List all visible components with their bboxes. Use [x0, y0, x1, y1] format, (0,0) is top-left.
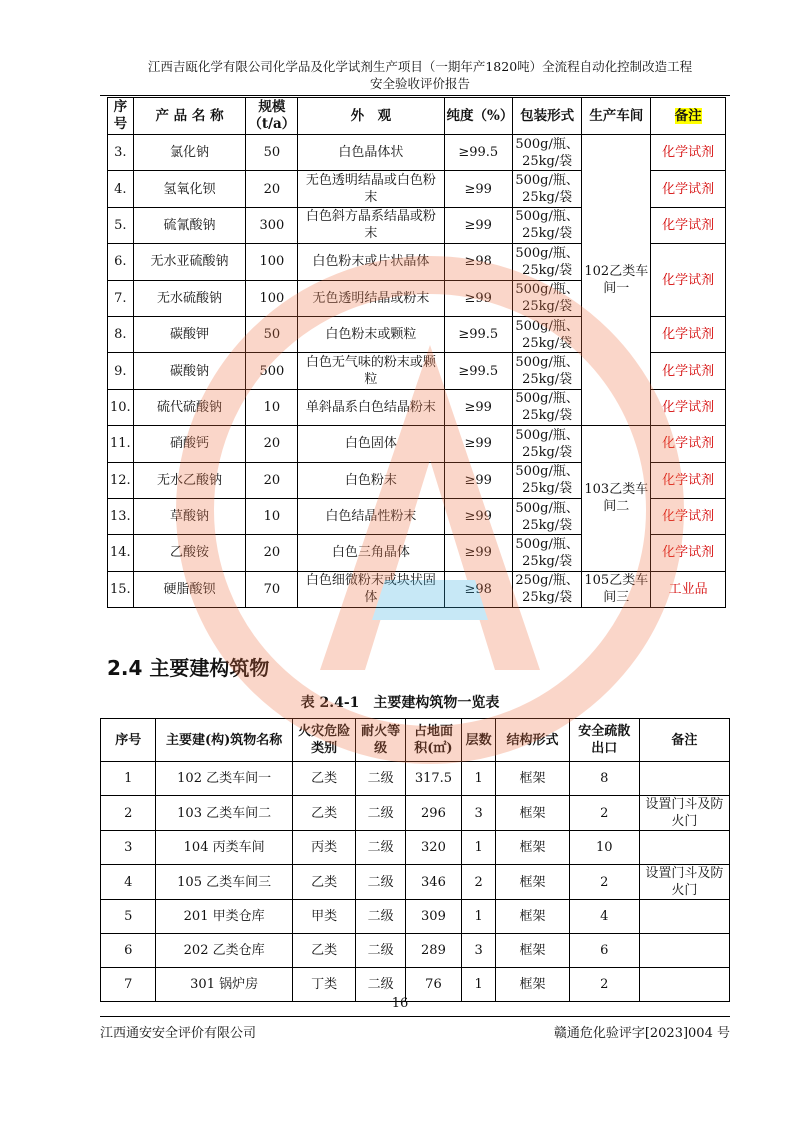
cell-area: 317.5 [405, 762, 461, 796]
cell-appearance: 白色固体 [298, 426, 444, 462]
table-row [101, 831, 730, 865]
cell-packaging: 500g/瓶、25kg/袋 [512, 426, 581, 462]
page-number: 16 [391, 996, 409, 1011]
cell-remark [639, 762, 729, 796]
cell-exits: 2 [569, 968, 639, 1002]
cell-scale: 500 [246, 353, 298, 389]
cell-floors: 2 [462, 865, 496, 900]
cell-structure: 框架 [496, 762, 570, 796]
cell-remark: 化学试剂 [651, 426, 726, 462]
col-header-no: 序号 [108, 98, 134, 135]
table-row [101, 762, 730, 796]
cell-purity: ≥99 [444, 462, 512, 498]
col-header-name: 产 品 名 称 [133, 98, 246, 135]
cell-no: 9. [108, 353, 134, 389]
cell-no: 13. [108, 498, 134, 534]
cell-no: 4 [101, 865, 156, 900]
cell-scale: 100 [246, 244, 298, 280]
cell-purity: ≥99 [444, 389, 512, 425]
cell-structure: 框架 [496, 968, 570, 1002]
cell-no: 1 [101, 762, 156, 796]
cell-scale: 300 [246, 207, 298, 243]
cell-appearance: 白色粉末或片状晶体 [298, 244, 444, 280]
table-row [101, 900, 730, 934]
table-row [101, 934, 730, 968]
cell-appearance: 白色粉末 [298, 462, 444, 498]
col-header-fire-resist: 耐火等级 [356, 719, 405, 762]
cell-no: 6. [108, 244, 134, 280]
cell-fire-resist: 二级 [356, 934, 405, 968]
cell-structure: 框架 [496, 865, 570, 900]
cell-name: 硫氰酸钠 [133, 207, 246, 243]
cell-remark: 化学试剂 [651, 135, 726, 171]
cell-remark: 设置门斗及防火门 [639, 796, 729, 831]
col-header-floors: 层数 [462, 719, 496, 762]
cell-purity: ≥98 [444, 244, 512, 280]
cell-remark: 化学试剂 [651, 244, 726, 317]
col-header-appearance: 外 观 [298, 98, 444, 135]
cell-scale: 20 [246, 171, 298, 207]
cell-purity: ≥98 [444, 571, 512, 607]
section-title: 2.4 主要建构筑物 [107, 656, 270, 680]
cell-name: 无水硫酸钠 [133, 280, 246, 316]
cell-purity: ≥99 [444, 207, 512, 243]
cell-remark: 工业品 [651, 571, 726, 607]
cell-area: 289 [405, 934, 461, 968]
cell-packaging: 500g/瓶、25kg/袋 [512, 135, 581, 171]
cell-purity: ≥99.5 [444, 135, 512, 171]
table-row [108, 426, 726, 462]
cell-fire-hazard: 乙类 [292, 934, 356, 968]
cell-appearance: 单斜晶系白色结晶粉末 [298, 389, 444, 425]
buildings-table-header [101, 719, 730, 762]
col-header-name: 主要建(构)筑物名称 [156, 719, 292, 762]
cell-remark: 化学试剂 [651, 389, 726, 425]
cell-packaging: 500g/瓶、25kg/袋 [512, 207, 581, 243]
cell-purity: ≥99.5 [444, 353, 512, 389]
cell-area: 76 [405, 968, 461, 1002]
cell-workshop: 103乙类车间二 [582, 426, 651, 572]
cell-packaging: 500g/瓶、25kg/袋 [512, 389, 581, 425]
col-header-packaging: 包装形式 [512, 98, 581, 135]
cell-workshop: 102乙类车间一 [582, 135, 651, 426]
cell-purity: ≥99.5 [444, 316, 512, 352]
cell-no: 4. [108, 171, 134, 207]
cell-no: 2 [101, 796, 156, 831]
cell-packaging: 500g/瓶、25kg/袋 [512, 244, 581, 280]
cell-floors: 3 [462, 796, 496, 831]
cell-fire-resist: 二级 [356, 796, 405, 831]
cell-no: 8. [108, 316, 134, 352]
cell-packaging: 250g/瓶、25kg/袋 [512, 571, 581, 607]
cell-structure: 框架 [496, 796, 570, 831]
cell-appearance: 白色无气味的粉末或颗粒 [298, 353, 444, 389]
cell-fire-hazard: 乙类 [292, 796, 356, 831]
cell-remark [639, 831, 729, 865]
cell-scale: 20 [246, 462, 298, 498]
cell-floors: 1 [462, 831, 496, 865]
table-caption: 表 2.4-1 主要建构筑物一览表 [300, 695, 500, 711]
header-title-line2: 安全验收评价报告 [369, 76, 470, 91]
col-header-area: 占地面积(㎡) [405, 719, 461, 762]
cell-purity: ≥99 [444, 280, 512, 316]
cell-name: 301 锅炉房 [156, 968, 292, 1002]
cell-floors: 1 [462, 762, 496, 796]
cell-fire-resist: 二级 [356, 762, 405, 796]
cell-no: 5 [101, 900, 156, 934]
cell-scale: 100 [246, 280, 298, 316]
products-table-header [108, 98, 726, 135]
cell-name: 硬脂酸钡 [133, 571, 246, 607]
cell-purity: ≥99 [444, 171, 512, 207]
cell-no: 11. [108, 426, 134, 462]
cell-remark: 化学试剂 [651, 207, 726, 243]
cell-no: 14. [108, 535, 134, 571]
cell-fire-resist: 二级 [356, 900, 405, 934]
cell-scale: 10 [246, 389, 298, 425]
cell-structure: 框架 [496, 900, 570, 934]
cell-appearance: 无色透明结晶或白色粉末 [298, 171, 444, 207]
cell-appearance: 白色细微粉末或块状固体 [298, 571, 444, 607]
cell-name: 无水乙酸钠 [133, 462, 246, 498]
cell-fire-hazard: 乙类 [292, 865, 356, 900]
cell-packaging: 500g/瓶、25kg/袋 [512, 171, 581, 207]
cell-exits: 2 [569, 796, 639, 831]
cell-name: 碳酸钾 [133, 316, 246, 352]
cell-name: 碳酸钠 [133, 353, 246, 389]
cell-name: 201 甲类仓库 [156, 900, 292, 934]
cell-fire-hazard: 甲类 [292, 900, 356, 934]
cell-name: 草酸钠 [133, 498, 246, 534]
cell-no: 7. [108, 280, 134, 316]
products-table [107, 97, 726, 608]
cell-exits: 10 [569, 831, 639, 865]
cell-appearance: 白色晶体状 [298, 135, 444, 171]
cell-no: 3 [101, 831, 156, 865]
table-row [108, 571, 726, 607]
cell-area: 296 [405, 796, 461, 831]
cell-no: 5. [108, 207, 134, 243]
cell-name: 102 乙类车间一 [156, 762, 292, 796]
cell-appearance: 无色透明结晶或粉末 [298, 280, 444, 316]
footer-doc-number: 赣通危化验评字[2023]004 号 [553, 1026, 730, 1041]
cell-fire-resist: 二级 [356, 831, 405, 865]
cell-no: 3. [108, 135, 134, 171]
cell-structure: 框架 [496, 934, 570, 968]
cell-scale: 50 [246, 135, 298, 171]
cell-packaging: 500g/瓶、25kg/袋 [512, 535, 581, 571]
cell-fire-hazard: 丁类 [292, 968, 356, 1002]
cell-fire-hazard: 乙类 [292, 762, 356, 796]
buildings-table [100, 718, 730, 1002]
cell-fire-resist: 二级 [356, 968, 405, 1002]
cell-floors: 1 [462, 900, 496, 934]
cell-workshop: 105乙类车间三 [582, 571, 651, 607]
table-row [108, 135, 726, 171]
cell-appearance: 白色斜方晶系结晶或粉末 [298, 207, 444, 243]
cell-name: 202 乙类仓库 [156, 934, 292, 968]
cell-name: 104 丙类车间 [156, 831, 292, 865]
cell-no: 10. [108, 389, 134, 425]
cell-exits: 6 [569, 934, 639, 968]
cell-remark [639, 900, 729, 934]
col-header-no: 序号 [101, 719, 156, 762]
col-header-scale: 规模（t/a） [246, 98, 298, 135]
cell-name: 乙酸铵 [133, 535, 246, 571]
cell-name: 氯化钠 [133, 135, 246, 171]
cell-no: 6 [101, 934, 156, 968]
col-header-remark [651, 98, 726, 135]
cell-exits: 8 [569, 762, 639, 796]
table-row [101, 865, 730, 900]
cell-packaging: 500g/瓶、25kg/袋 [512, 316, 581, 352]
page-header [100, 58, 740, 92]
cell-appearance: 白色结晶性粉末 [298, 498, 444, 534]
cell-scale: 10 [246, 498, 298, 534]
cell-packaging: 500g/瓶、25kg/袋 [512, 353, 581, 389]
cell-remark: 化学试剂 [651, 462, 726, 498]
cell-remark: 化学试剂 [651, 535, 726, 571]
cell-packaging: 500g/瓶、25kg/袋 [512, 462, 581, 498]
cell-area: 346 [405, 865, 461, 900]
cell-purity: ≥99 [444, 535, 512, 571]
table-row [101, 796, 730, 831]
cell-remark: 化学试剂 [651, 353, 726, 389]
cell-no: 7 [101, 968, 156, 1002]
cell-packaging: 500g/瓶、25kg/袋 [512, 498, 581, 534]
remark-highlight: 备注 [674, 107, 702, 124]
cell-packaging: 500g/瓶、25kg/袋 [512, 280, 581, 316]
products-table-body [108, 135, 726, 608]
cell-remark: 化学试剂 [651, 316, 726, 352]
cell-fire-hazard: 丙类 [292, 831, 356, 865]
buildings-table-body [101, 762, 730, 1002]
cell-floors: 3 [462, 934, 496, 968]
col-header-workshop: 生产车间 [582, 98, 651, 135]
cell-area: 309 [405, 900, 461, 934]
cell-no: 12. [108, 462, 134, 498]
cell-remark: 化学试剂 [651, 171, 726, 207]
cell-name: 103 乙类车间二 [156, 796, 292, 831]
col-header-purity: 纯度（%） [444, 98, 512, 135]
cell-name: 无水亚硫酸钠 [133, 244, 246, 280]
cell-floors: 1 [462, 968, 496, 1002]
cell-name: 氢氧化钡 [133, 171, 246, 207]
cell-scale: 20 [246, 426, 298, 462]
cell-exits: 4 [569, 900, 639, 934]
cell-remark: 设置门斗及防火门 [639, 865, 729, 900]
cell-purity: ≥99 [444, 498, 512, 534]
col-header-remark: 备注 [639, 719, 729, 762]
cell-remark: 化学试剂 [651, 498, 726, 534]
cell-appearance: 白色粉末或颗粒 [298, 316, 444, 352]
cell-structure: 框架 [496, 831, 570, 865]
col-header-fire-hazard: 火灾危险类别 [292, 719, 356, 762]
cell-scale: 70 [246, 571, 298, 607]
cell-scale: 20 [246, 535, 298, 571]
col-header-structure: 结构形式 [496, 719, 570, 762]
header-divider [100, 95, 730, 96]
cell-exits: 2 [569, 865, 639, 900]
header-title-line1: 江西吉瓯化学有限公司化学品及化学试剂生产项目（一期年产1820吨）全流程自动化控制改造工程 [147, 59, 693, 74]
footer-company: 江西通安安全评价有限公司 [100, 1026, 257, 1041]
cell-scale: 50 [246, 316, 298, 352]
cell-name: 硫代硫酸钠 [133, 389, 246, 425]
cell-purity: ≥99 [444, 426, 512, 462]
cell-fire-resist: 二级 [356, 865, 405, 900]
cell-area: 320 [405, 831, 461, 865]
cell-remark [639, 934, 729, 968]
cell-no: 15. [108, 571, 134, 607]
col-header-exits: 安全疏散出口 [569, 719, 639, 762]
footer-divider [100, 1016, 730, 1017]
cell-appearance: 白色三角晶体 [298, 535, 444, 571]
cell-name: 硝酸钙 [133, 426, 246, 462]
cell-name: 105 乙类车间三 [156, 865, 292, 900]
